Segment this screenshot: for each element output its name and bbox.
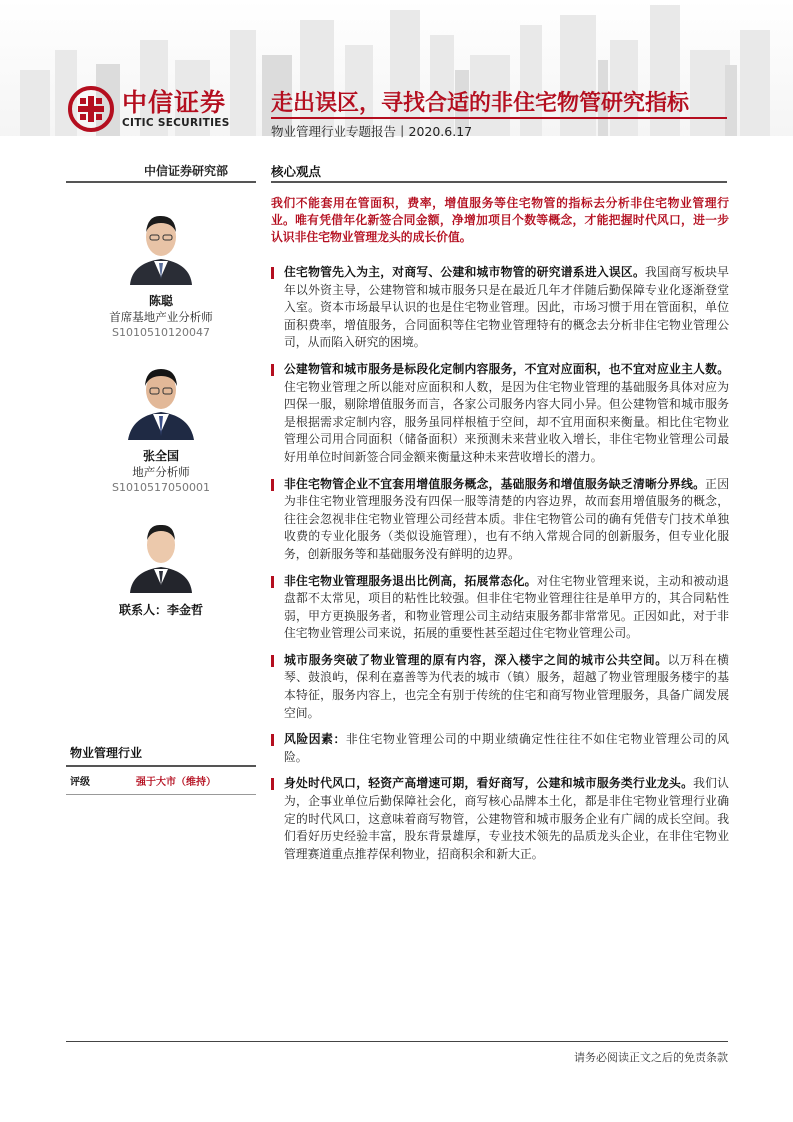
analyst-name: 张全国 <box>142 449 179 463</box>
analyst-role: 地产分析师 <box>132 465 190 479</box>
disclaimer-note: 请务必阅读正文之后的免责条款 <box>574 1051 728 1064</box>
analyst-photo <box>124 360 198 440</box>
left-divider <box>66 181 256 183</box>
key-point-text: 正因为非住宅物业管理服务没有四保一服等清楚的内容边界，故而套用增值服务的概念，往往会忽视非住宅物业管理公司经营本质。非住宅物管公司的确有凭借专门技术单独收费的专业化服务（类似设施管理），也有不纳入常规合同的创新服务，但专业化服务，创新服务等和基础服务没有鲜明的边界。 <box>284 476 729 561</box>
logo-english-name: CITIC SECURITIES <box>122 116 230 129</box>
summary-paragraph: 我们不能套用在管面积，费率，增值服务等住宅物管的指标去分析非住宅物业管理行业。唯有凭借年化新签合同金额，净增加项目个数等概念，才能把握时代风口，进一步认识非住宅物业管理龙头的成长价值。 <box>271 196 729 244</box>
logo-chinese-name: 中信证券 <box>122 87 227 117</box>
bullet-marker <box>271 655 274 667</box>
key-point-heading: 城市服务突破了物业管理的原有内容，深入楼宇之间的城市公共空间。 <box>284 652 668 667</box>
brand-logo <box>68 86 230 132</box>
rating-value: 强于大市（维持） <box>136 776 216 788</box>
analyst-card <box>66 205 256 341</box>
bullet-marker <box>271 364 274 376</box>
bullet-marker <box>271 267 274 279</box>
bullet-marker <box>271 778 274 790</box>
title-divider <box>271 117 727 119</box>
analyst-license-id: S1010510120047 <box>112 326 210 339</box>
key-point <box>271 264 729 352</box>
industry-rating-box <box>66 744 256 795</box>
key-point-heading: 非住宅物业管理服务退出比例高，拓展常态化。 <box>284 573 537 588</box>
key-point-text: 我国商写板块早年以外资主导，公建物管和城市服务只是在最近几年才伴随后勤保障专业化逐渐登堂入室。资本市场最早认识的也是住宅物业管理。因此，市场习惯于用在管面积，单位面积费率，增值服务，合同面积等住宅物业管理特有的概念去分析非住宅物业管理公司，从而陷入研究的困境。 <box>284 265 729 350</box>
industry-bottom-divider <box>66 794 256 795</box>
key-point-heading: 住宅物管先入为主，对商写、公建和城市物管的研究谱系进入误区。 <box>284 265 645 279</box>
research-department: 中信证券研究部 <box>143 164 228 178</box>
key-point <box>271 361 729 467</box>
industry-divider <box>66 765 256 767</box>
analyst-license-id: S1010517050001 <box>112 481 210 494</box>
key-point-heading: 风险因素： <box>284 732 346 747</box>
key-point-text: 我们认为，企事业单位后勤保障社会化，商写核心品牌本土化，都是非住宅物业管理行业确定的时代风口，这意味着商写物管，公建物管和城市服务企业有广阔的成长空间。我们看好历史经验丰富，股东背景雄厚，专业技术领先的品质龙头企业，在非住宅物业管理赛道重点推荐保利物业，招商积余和新大正。 <box>284 776 729 861</box>
key-point-heading: 非住宅物管企业不宜套用增值服务概念，基础服务和增值服务缺乏清晰分界线。 <box>284 476 706 491</box>
key-point-text: 住宅物业管理之所以能对应面积和人数，是因为住宅物业管理的基础服务具体对应为四保一服，剔除增值服务而言，各家公司服务内容大同小异。但公建物管和城市服务是根据需求定制内容，服务虽同样根植于空间，却不宜用面积来衡量。相比住宅物业管理公司用合同面积（储备面积）来预测未来营业收入增长，非住宅物业管理公司最好用单位时间新签合同金额来衡量这种未来营收增长的潜力。 <box>284 379 729 464</box>
analyst-name: 陈聪 <box>148 294 173 308</box>
rating-row <box>66 773 256 788</box>
rating-label: 评级 <box>70 776 90 788</box>
analyst-photo <box>124 205 198 285</box>
footer-divider <box>66 1041 728 1042</box>
industry-title: 物业管理行业 <box>70 746 143 760</box>
key-points-list <box>271 264 729 872</box>
key-point-text: 非住宅物业管理公司的中期业绩确定性往往不如住宅物业管理公司的风险。 <box>284 732 729 764</box>
key-point <box>271 775 729 863</box>
key-point-heading: 公建物管和城市服务是标段化定制内容服务，不宜对应面积，也不宜对应业主人数。 <box>284 361 729 376</box>
analyst-card <box>66 360 256 496</box>
right-divider <box>271 181 727 183</box>
key-point-text: 以万科在横琴、鼓浪屿，保利在嘉善等为代表的城市（镇）服务，超越了物业管理服务楼宇的基本特征，服务内容上，也完全有别于传统的住宅和商写物业管理服务，具备广阔发展空间。 <box>284 652 729 720</box>
key-point <box>271 731 729 766</box>
contact-card <box>66 513 256 618</box>
key-point-heading: 身处时代风口，轻资产高增速可期，看好商写，公建和城市服务类行业龙头。 <box>284 776 694 791</box>
contact-photo <box>124 513 198 593</box>
key-point <box>271 476 729 564</box>
key-point <box>271 652 729 722</box>
bullet-marker <box>271 734 274 746</box>
core-views-heading: 核心观点 <box>271 164 322 179</box>
document-title: 走出误区，寻找合适的非住宅物管研究指标 <box>271 91 690 116</box>
bullet-marker <box>271 576 274 588</box>
key-point-text: 对住宅物业管理来说，主动和被动退盘都不太常见，项目的粘性比较强。但非住宅物业管理往往是单甲方的，其合同粘性弱，甲方更换服务者，和物业管理公司主动结束服务都非常常见。正因如此，对于非住宅物业管理公司来说，拓展的重要性甚至超过住宅物业管理公司。 <box>284 573 729 641</box>
contact-person: 联系人：李金哲 <box>118 603 203 617</box>
key-point <box>271 573 729 643</box>
bullet-marker <box>271 479 274 491</box>
analyst-role: 首席基地产业分析师 <box>109 310 213 324</box>
citic-logo-icon <box>68 86 114 132</box>
document-subtitle: 物业管理行业专题报告丨2020.6.17 <box>271 124 473 139</box>
